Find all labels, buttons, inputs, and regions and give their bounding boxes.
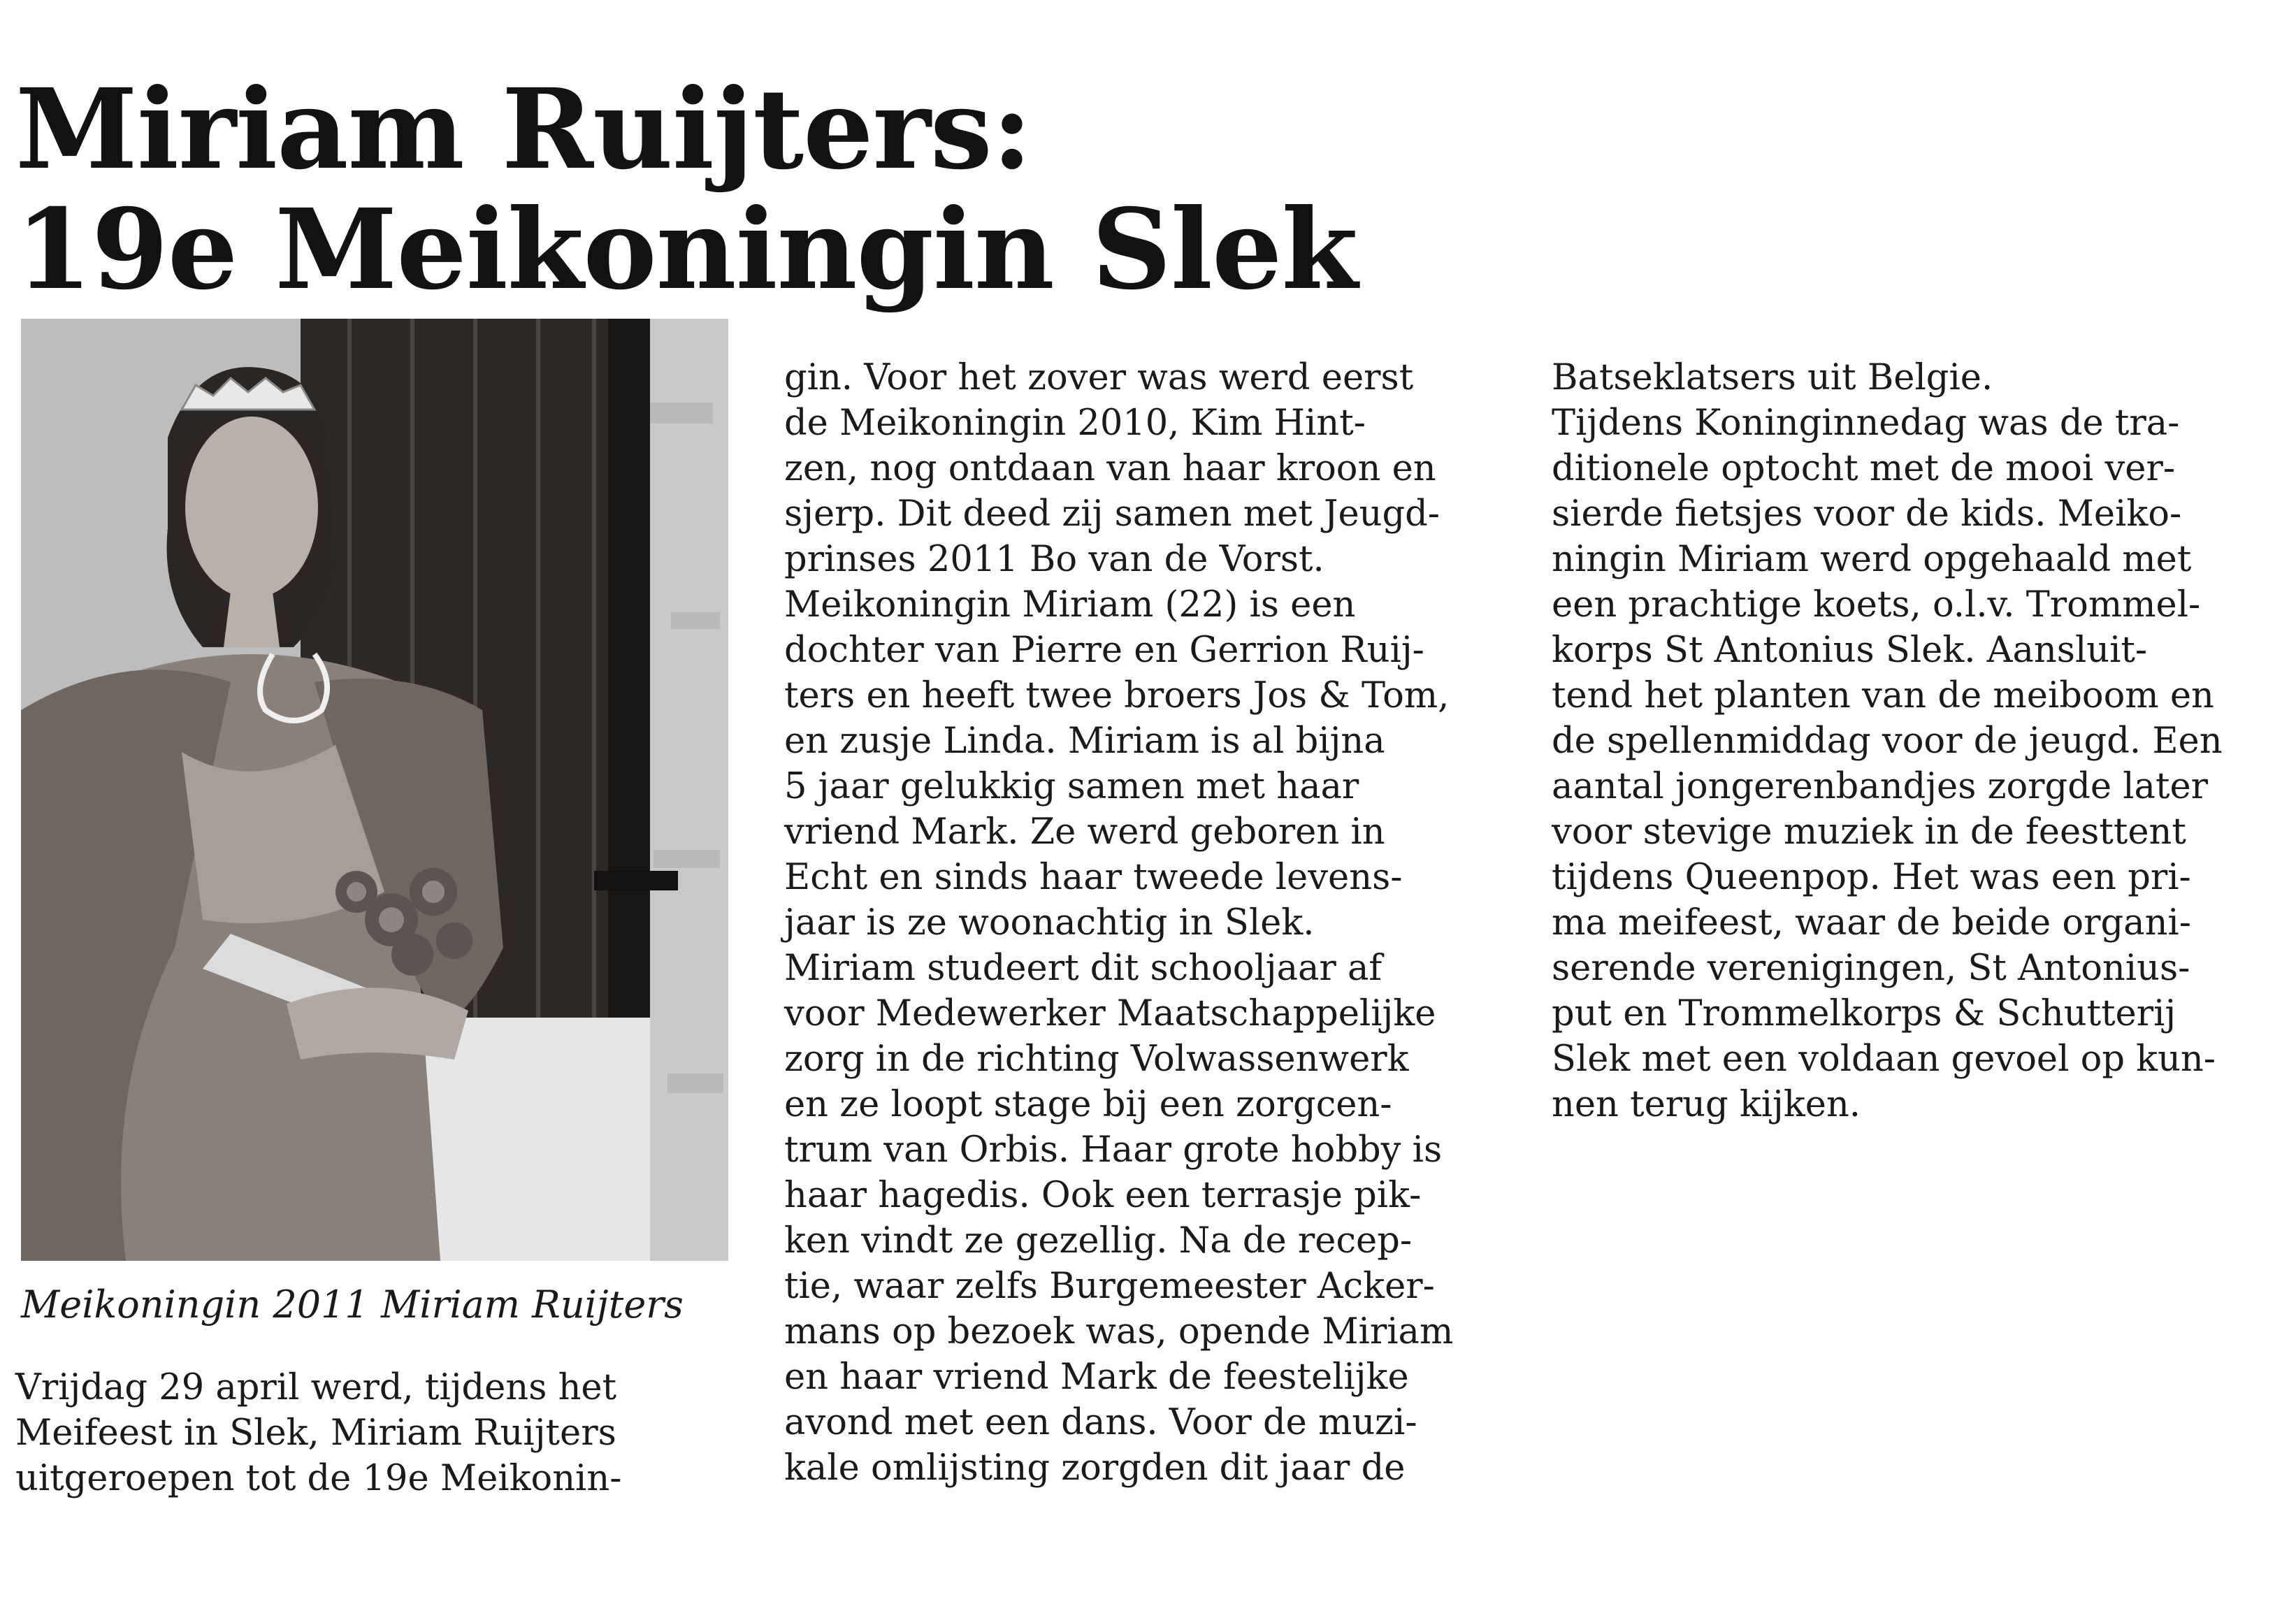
text-line: vriend Mark. Ze werd geboren in — [784, 811, 1385, 853]
text-line: zen, nog ontdaan van haar kroon en — [784, 448, 1436, 489]
text-line: korps St Antonius Slek. Aansluit- — [1552, 630, 2148, 671]
text-line: jaar is ze woonachtig in Slek. — [784, 902, 1315, 944]
text-line: Vrijdag 29 april werd, tijdens het — [15, 1367, 617, 1408]
text-line: een prachtige koets, o.l.v. Trommel- — [1552, 584, 2201, 626]
text-line: mans op bezoek was, opende Miriam — [784, 1311, 1454, 1352]
text-line: en zusje Linda. Miriam is al bijna — [784, 721, 1385, 762]
headline-line-2: 19e Meikoningin Slek — [15, 185, 1357, 315]
text-line: sjerp. Dit deed zij samen met Jeugd- — [784, 493, 1441, 535]
text-line: avond met een dans. Voor de muzi- — [784, 1402, 1417, 1443]
text-line: Miriam studeert dit schooljaar af — [784, 948, 1382, 989]
text-line: de spellenmiddag voor de jeugd. Een — [1552, 721, 2223, 762]
text-line: sierde fietsjes voor de kids. Meiko- — [1552, 493, 2182, 535]
text-line: trum van Orbis. Haar grote hobby is — [784, 1129, 1443, 1171]
text-line: put en Trommelkorps & Schutterij — [1552, 993, 2176, 1034]
text-line: Tijdens Koninginnedag was de tra- — [1552, 403, 2180, 444]
article-photo — [21, 319, 728, 1261]
text-line: Batseklatsers uit Belgie. — [1552, 357, 1993, 398]
text-line: ters en heeft twee broers Jos & Tom, — [784, 675, 1450, 716]
text-line: nen terug kijken. — [1552, 1084, 1861, 1125]
text-line: 5 jaar gelukkig samen met haar — [784, 766, 1359, 807]
text-line: tijdens Queenpop. Het was een pri- — [1552, 857, 2191, 898]
text-line: kale omlijsting zorgden dit jaar de — [784, 1447, 1406, 1489]
article-column-3 — [1552, 355, 2272, 1127]
text-line: ningin Miriam werd opgehaald met — [1552, 539, 2192, 580]
article-column-1 — [15, 1365, 735, 1501]
text-line: ditionele optocht met de mooi ver- — [1552, 448, 2176, 489]
photo-illustration — [21, 319, 728, 1261]
text-line: serende verenigingen, St Antonius- — [1552, 948, 2190, 989]
text-line: voor stevige muziek in de feesttent — [1552, 811, 2186, 853]
text-line: ma meifeest, waar de beide organi- — [1552, 902, 2191, 944]
text-line: en haar vriend Mark de feestelijke — [784, 1357, 1409, 1398]
text-line: aantal jongerenbandjes zorgde later — [1552, 766, 2209, 807]
text-line: de Meikoningin 2010, Kim Hint- — [784, 403, 1366, 444]
text-line: prinses 2011 Bo van de Vorst. — [784, 539, 1324, 580]
photo-caption: Meikoningin 2011 Miriam Ruijters — [21, 1283, 684, 1327]
text-line: zorg in de richting Volwassenwerk — [784, 1039, 1409, 1080]
text-line: en ze loopt stage bij een zorgcen- — [784, 1084, 1392, 1125]
text-line: ken vindt ze gezellig. Na de recep- — [784, 1220, 1413, 1262]
article-headline — [15, 65, 1357, 315]
text-line: Meifeest in Slek, Miriam Ruijters — [15, 1412, 616, 1454]
text-line: Meikoningin Miriam (22) is een — [784, 584, 1356, 626]
headline-line-1: Miriam Ruijters: — [15, 65, 1032, 194]
text-line: tend het planten van de meiboom en — [1552, 675, 2214, 716]
text-line: gin. Voor het zover was werd eerst — [784, 357, 1414, 398]
text-line: haar hagedis. Ook een terrasje pik- — [784, 1175, 1422, 1216]
text-line: uitgeroepen tot de 19e Meikonin- — [15, 1458, 622, 1499]
text-line: Echt en sinds haar tweede levens- — [784, 857, 1403, 898]
text-line: dochter van Pierre en Gerrion Ruij- — [784, 630, 1424, 671]
text-line: Slek met een voldaan gevoel op kun- — [1552, 1039, 2216, 1080]
text-line: voor Medewerker Maatschappelijke — [784, 993, 1436, 1034]
article-column-2 — [784, 355, 1504, 1491]
text-line: tie, waar zelfs Burgemeester Acker- — [784, 1266, 1435, 1307]
